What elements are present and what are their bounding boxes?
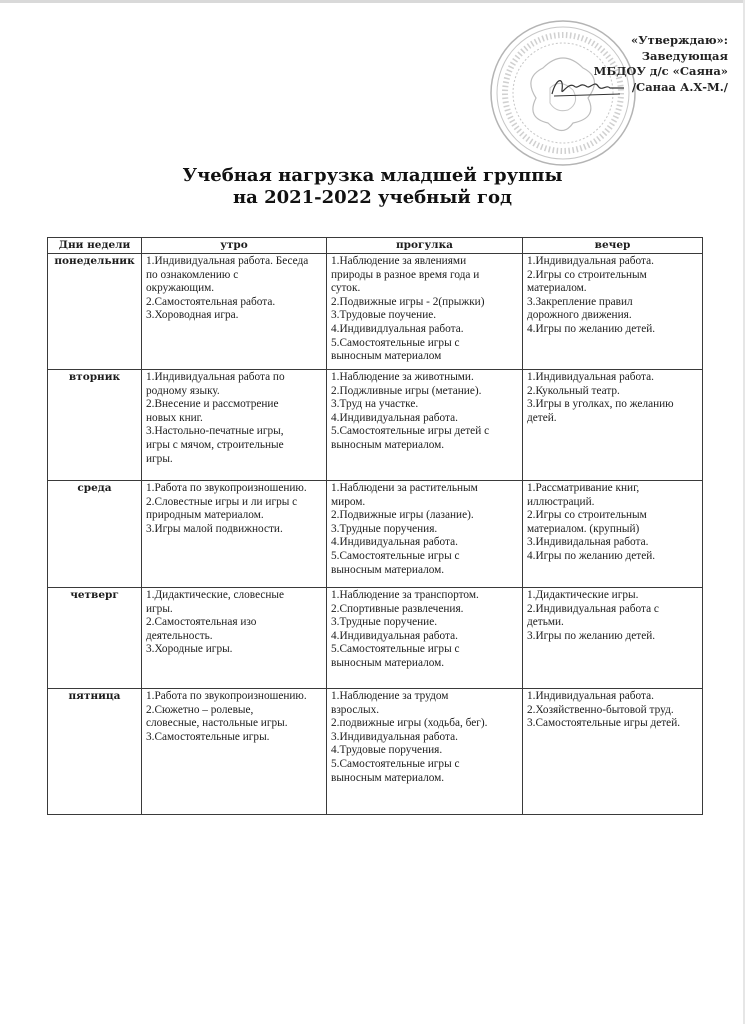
cell-line: по ознакомлению с [146,268,239,281]
walk-cell [327,588,523,689]
cell-line: новых книг. [146,411,203,424]
cell-line: 3.Труд на участке. [331,398,419,411]
day-cell: понедельник [48,254,142,370]
cell-line: 3.Настольно-печатные игры, [146,425,284,438]
cell-line: 1.Дидактические игры. [527,589,639,601]
morning-cell [142,588,327,689]
cell-line: 3.Игры по желанию детей. [527,629,656,642]
cell-line: 2.Подвижные игры - 2(прыжки) [331,295,485,308]
cell-line: 2.Внесение и рассмотрение [146,398,279,411]
cell-line: суток. [331,282,361,295]
evening-cell [523,254,703,370]
cell-line: 5.Самостоятельные игры детей с [331,425,490,438]
cell-line: деятельность. [146,629,213,642]
signature-icon [548,72,628,102]
cell-line: 1.Индивидуальная работа. [527,255,654,267]
cell-line: 1.Работа по звукопроизношению. [146,482,307,494]
cell-line: 4.Игры по желанию детей. [527,549,656,562]
cell-line: 4.Индивидуальная работа. [331,536,458,549]
evening-cell [523,481,703,588]
walk-cell [327,481,523,588]
cell-line: 1.Наблюдение за животными. [331,371,474,383]
cell-line: 5.Самостоятельные игры с [331,549,460,562]
cell-line: 1.Работа по звукопроизношению. [146,690,307,702]
cell-line: 2.Словестные игры и ли игры с [146,495,298,508]
cell-line: природным материалом. [146,509,264,522]
cell-line: 1.Наблюдение за явлениями [331,255,467,267]
cell-line: 3.Закрепление правил [527,295,633,308]
cell-line: детей. [527,411,557,424]
approval-position: Заведующая [641,48,728,63]
cell-line: 3.Хородные игры. [146,643,233,656]
walk-cell [327,689,523,815]
cell-line: выносным материалом. [331,563,445,576]
cell-line: выносным материалом [331,350,442,363]
cell-line: 3.Трудные поручение. [331,616,438,629]
cell-line: взрослых. [331,703,380,716]
cell-line: 2.Игры со строительным [527,268,647,281]
cell-line: игры с мячом, строительные [146,438,284,451]
title-line-1: Учебная нагрузка младшей группы [182,165,563,186]
cell-line: 5.Самостоятельные игры с [331,643,460,656]
cell-line: 1.Индивидуальная работа. [527,690,654,702]
cell-line: детьми. [527,616,564,629]
cell-line: 2.Хозяйственно-бытовой труд. [527,703,674,716]
header-morning: утро [142,238,327,254]
table-row [48,254,703,370]
cell-line: 4.Игры по желанию детей. [527,322,656,335]
cell-line: 3.Самостоятельные игры детей. [527,717,681,730]
table-row [48,370,703,481]
morning-cell [142,370,327,481]
cell-line: иллюстраций. [527,495,595,508]
cell-line: 2.Самостоятельная работа. [146,295,276,308]
cell-line: словесные, настольные игры. [146,717,288,730]
cell-line: окружающим. [146,282,215,295]
cell-line: 3.Хороводная игра. [146,309,239,322]
cell-line: миром. [331,495,366,508]
morning-cell [142,689,327,815]
cell-line: природы в разное время года и [331,268,480,281]
cell-line: 4.Индивидлуальная работа. [331,322,464,335]
cell-line: игры. [146,452,173,465]
cell-line: родному языку. [146,384,220,397]
cell-line: 3.Индивидуальная работа. [331,730,458,743]
morning-cell [142,481,327,588]
cell-line: 2.Подвижные игры (лазание). [331,509,474,522]
header-days: Дни недели [48,238,142,254]
evening-cell [523,588,703,689]
day-cell: вторник [48,370,142,481]
title-line-2: на 2021-2022 учебный год [232,187,513,208]
approval-heading: «Утверждаю»: [631,33,728,47]
cell-line: 1.Наблюдение за транспортом. [331,589,479,601]
cell-line: 3.Самостоятельные игры. [146,730,270,743]
approval-signatory: /Санаа А.Х-М./ [631,79,728,94]
cell-line: 2.Спортивные развлечения. [331,602,464,615]
scan-top-edge [0,0,745,3]
cell-line: дорожного движения. [527,309,632,322]
page-title [0,165,745,209]
header-walk: прогулка [327,238,523,254]
cell-line: материалом. [527,282,587,295]
header-evening: вечер [523,238,703,254]
cell-line: материалом. (крупный) [527,522,640,535]
schedule-table [47,237,703,815]
cell-line: выносным материалом. [331,656,445,669]
cell-line: 1.Дидактические, словесные [146,589,285,601]
cell-line: 1.Наблюдение за трудом [331,690,449,702]
cell-line: 1.Рассматривание книг, [527,482,640,494]
cell-line: 2.Индивидуальная работа с [527,602,659,615]
evening-cell [523,689,703,815]
cell-line: 3.Индивидальная работа. [527,536,649,549]
cell-line: выносным материалом. [331,771,445,784]
cell-line: 1.Индивидуальная работа по [146,371,285,383]
cell-line: 1.Наблюдени за растительным [331,482,478,494]
cell-line: выносным материалом. [331,438,445,451]
cell-line: 2.подвижные игры (ходьба, бег). [331,717,488,730]
cell-line: 3.Игры малой подвижности. [146,522,283,535]
cell-line: 2.Сюжетно – ролевые, [146,703,254,716]
cell-line: игры. [146,602,173,615]
cell-line: 2.Кукольный театр. [527,384,620,397]
cell-line: 5.Самостоятельные игры с [331,336,460,349]
cell-line: 4.Индивидуальная работа. [331,411,458,424]
cell-line: 1.Индивидуальная работа. Беседа [146,255,309,267]
cell-line: 3.Игры в уголках, по желанию [527,398,674,411]
walk-cell [327,370,523,481]
approval-organization: МБДОУ д/с «Саяна» [593,64,728,78]
cell-line: 4.Индивидуальная работа. [331,629,458,642]
table-row [48,481,703,588]
table-row [48,588,703,689]
walk-cell [327,254,523,370]
cell-line: 4.Трудовые поручения. [331,744,443,757]
morning-cell [142,254,327,370]
day-cell: среда [48,481,142,588]
table-header-row [48,238,703,254]
cell-line: 2.Игры со строительным [527,509,647,522]
cell-line: 3.Трудовые поучение. [331,309,437,322]
cell-line: 5.Самостоятельные игры с [331,757,460,770]
day-cell: четверг [48,588,142,689]
cell-line: 2.Самостоятельная изо [146,616,257,629]
day-cell: пятница [48,689,142,815]
cell-line: 3.Трудные поручения. [331,522,438,535]
cell-line: 2.Поджливные игры (метание). [331,384,482,397]
evening-cell [523,370,703,481]
cell-line: 1.Индивидуальная работа. [527,371,654,383]
table-row [48,689,703,815]
